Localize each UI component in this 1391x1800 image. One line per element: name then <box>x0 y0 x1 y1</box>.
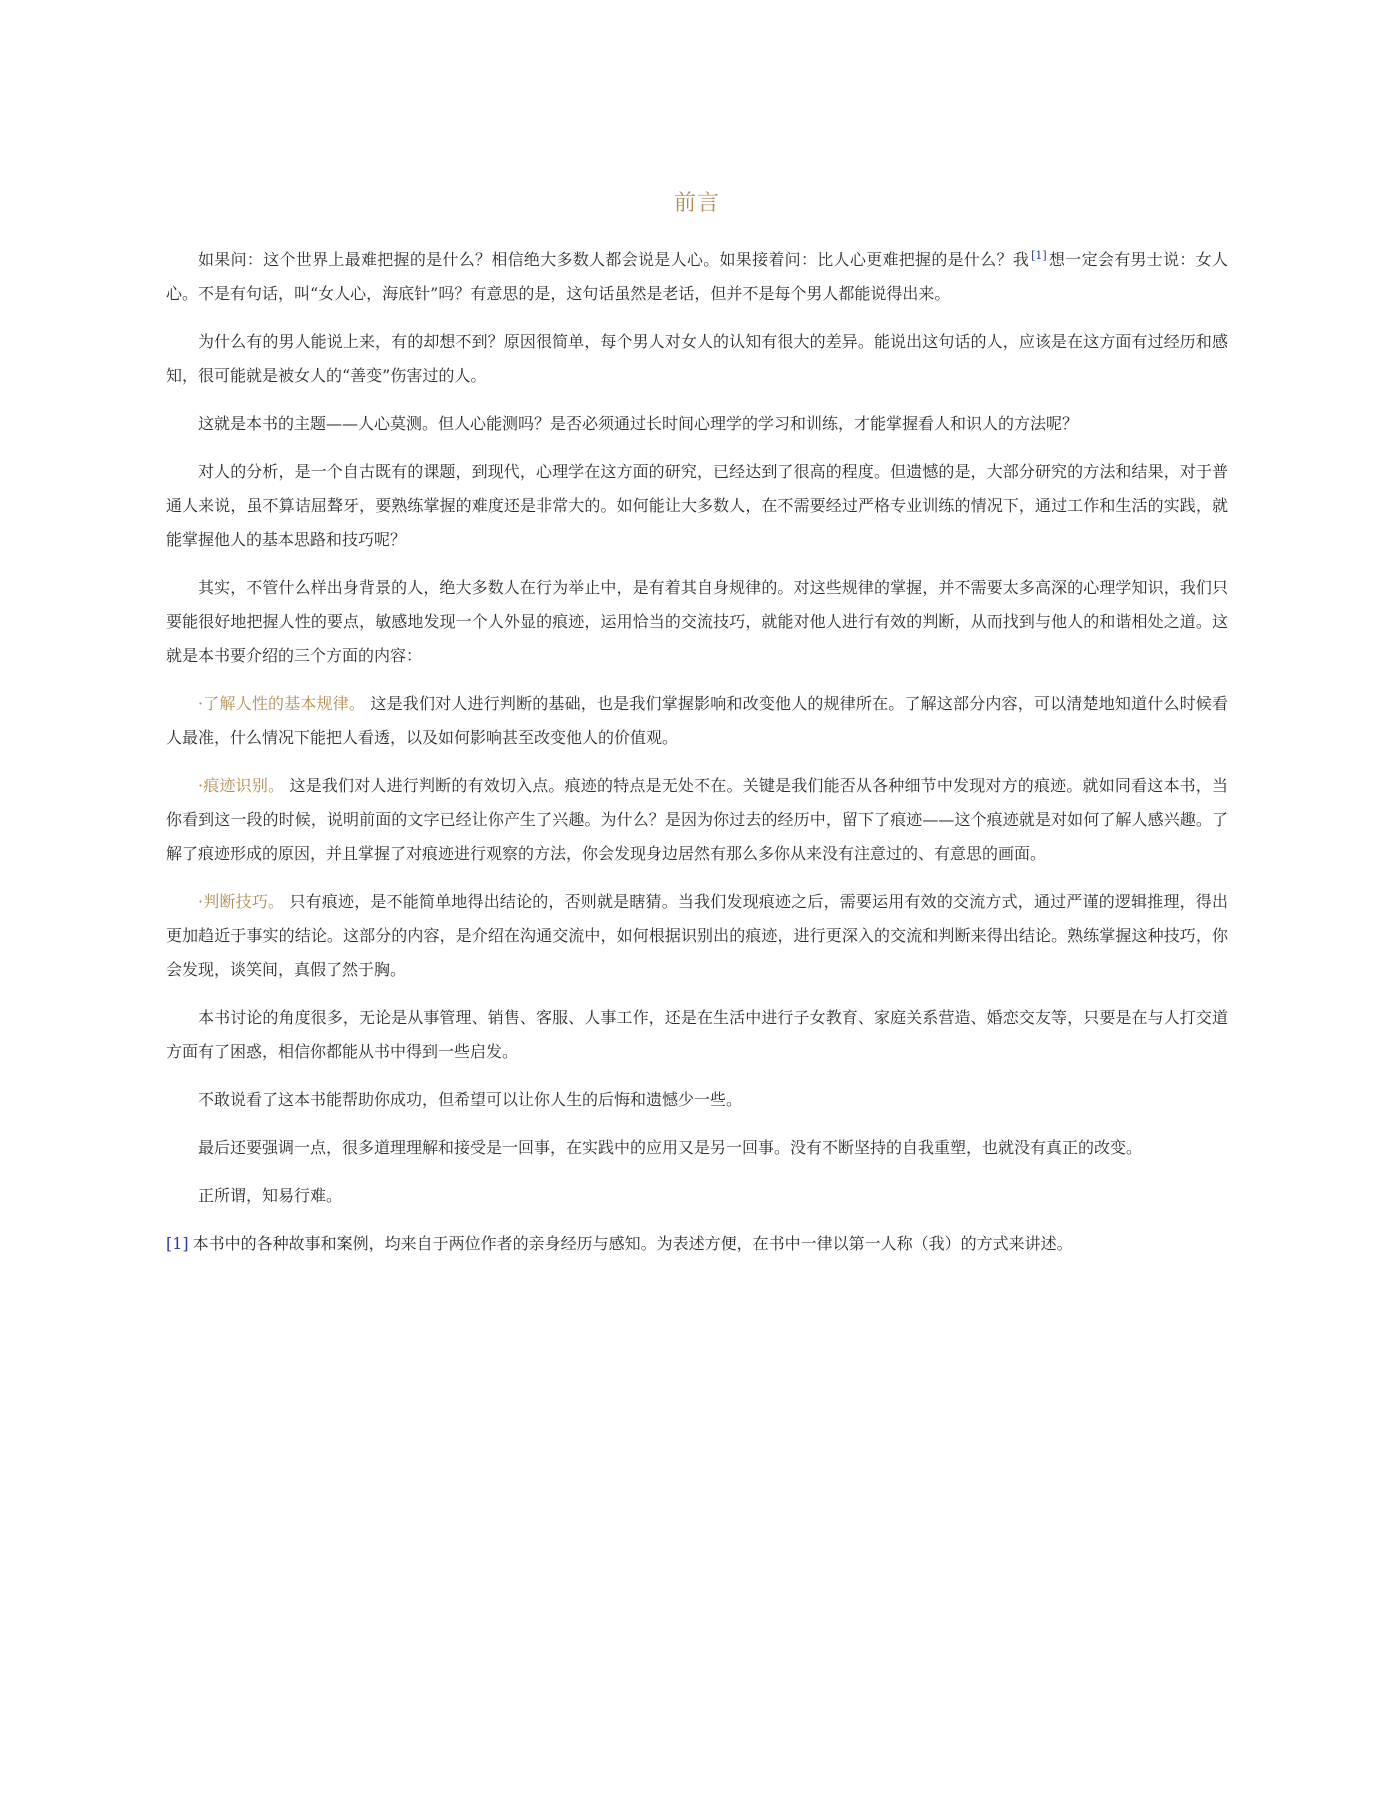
bullet-heading: ·了解人性的基本规律。 <box>198 694 366 713</box>
document-page <box>166 186 1228 1261</box>
bullet-item-human-nature <box>166 687 1228 755</box>
footnote-backlink[interactable]: [1] <box>166 1234 189 1253</box>
intro-paragraph-1 <box>166 243 1228 311</box>
bullet-heading: ·痕迹识别。 <box>198 776 285 795</box>
intro-paragraph-1-text-b: 想一定会有男士说：女人心。不是有句话，叫“女人心，海底针”吗？有意思的是，这句话虽然是老话，但并不是每个男人都能说得出来。 <box>166 250 1228 303</box>
bullet-body: 这是我们对人进行判断的基础，也是我们掌握影响和改变他人的规律所在。了解这部分内容，可以清楚地知道什么时候看人最准，什么情况下能把人看透，以及如何影响甚至改变他人的价值观。 <box>166 694 1228 747</box>
page-title: 前言 <box>673 191 720 216</box>
bullet-item-judgment-skills <box>166 885 1228 987</box>
footnote <box>166 1227 1228 1261</box>
intro-paragraph-5: 其实，不管什么样出身背景的人，绝大多数人在行为举止中，是有着其自身规律的。对这些规律的掌握，并不需要太多高深的心理学知识，我们只要能很好地把握人性的要点，敏感地发现一个人外显的痕迹，运用恰当的交流技巧，就能对他人进行有效的判断，从而找到与他人的和谐相处之道。这就是本书要介绍的三个方面的内容： <box>166 578 1228 665</box>
bullet-body: 这是我们对人进行判断的有效切入点。痕迹的特点是无处不在。关键是我们能否从各种细节中发现对方的痕迹。就如同看这本书，当你看到这一段的时候，说明前面的文字已经让你产生了兴趣。为什么？是因为你过去的经历中，留下了痕迹——这个痕迹就是对如何了解人感兴趣。了解了痕迹形成的原因，并且掌握了对痕迹进行观察的方法，你会发现身边居然有那么多你从来没有注意过的、有意思的画面。 <box>166 776 1228 863</box>
intro-paragraph-4: 对人的分析，是一个自古既有的课题，到现代，心理学在这方面的研究，已经达到了很高的程度。但遗憾的是，大部分研究的方法和结果，对于普通人来说，虽不算诘屈聱牙，要熟练掌握的难度还是非常大的。如何能让大多数人，在不需要经过严格专业训练的情况下，通过工作和生活的实践，就能掌握他人的基本思路和技巧呢？ <box>166 462 1228 549</box>
footnote-reference-link[interactable]: [1] <box>1031 248 1047 262</box>
closing-paragraph-4: 正所谓，知易行难。 <box>198 1186 343 1205</box>
bullet-heading: ·判断技巧。 <box>198 892 285 911</box>
closing-paragraph-1: 本书讨论的角度很多，无论是从事管理、销售、客服、人事工作，还是在生活中进行子女教育、家庭关系营造、婚恋交友等，只要是在与人打交道方面有了困惑，相信你都能从书中得到一些启发。 <box>166 1008 1228 1061</box>
intro-paragraph-1-text-a: 如果问：这个世界上最难把握的是什么？相信绝大多数人都会说是人心。如果接着问：比人心更难把握的是什么？我 <box>198 250 1030 269</box>
intro-paragraph-3: 这就是本书的主题——人心莫测。但人心能测吗？是否必须通过长时间心理学的学习和训练，才能掌握看人和识人的方法呢？ <box>198 414 1079 433</box>
closing-paragraph-2: 不敢说看了这本书能帮助你成功，但希望可以让你人生的后悔和遗憾少一些。 <box>198 1090 743 1109</box>
footnote-text: 本书中的各种故事和案例，均来自于两位作者的亲身经历与感知。为表述方便，在书中一律以第一人称（我）的方式来讲述。 <box>192 1234 1073 1253</box>
closing-paragraph-3: 最后还要强调一点，很多道理理解和接受是一回事，在实践中的应用又是另一回事。没有不断坚持的自我重塑，也就没有真正的改变。 <box>198 1138 1143 1157</box>
bullet-item-trace-recognition <box>166 769 1228 871</box>
intro-paragraph-2: 为什么有的男人能说上来，有的却想不到？原因很简单，每个男人对女人的认知有很大的差异。能说出这句话的人，应该是在这方面有过经历和感知，很可能就是被女人的“善变”伤害过的人。 <box>166 332 1228 385</box>
bullet-body: 只有痕迹，是不能简单地得出结论的，否则就是瞎猜。当我们发现痕迹之后，需要运用有效的交流方式，通过严谨的逻辑推理，得出更加趋近于事实的结论。这部分的内容，是介绍在沟通交流中，如何根据识别出的痕迹，进行更深入的交流和判断来得出结论。熟练掌握这种技巧，你会发现，谈笑间，真假了然于胸。 <box>166 892 1228 979</box>
